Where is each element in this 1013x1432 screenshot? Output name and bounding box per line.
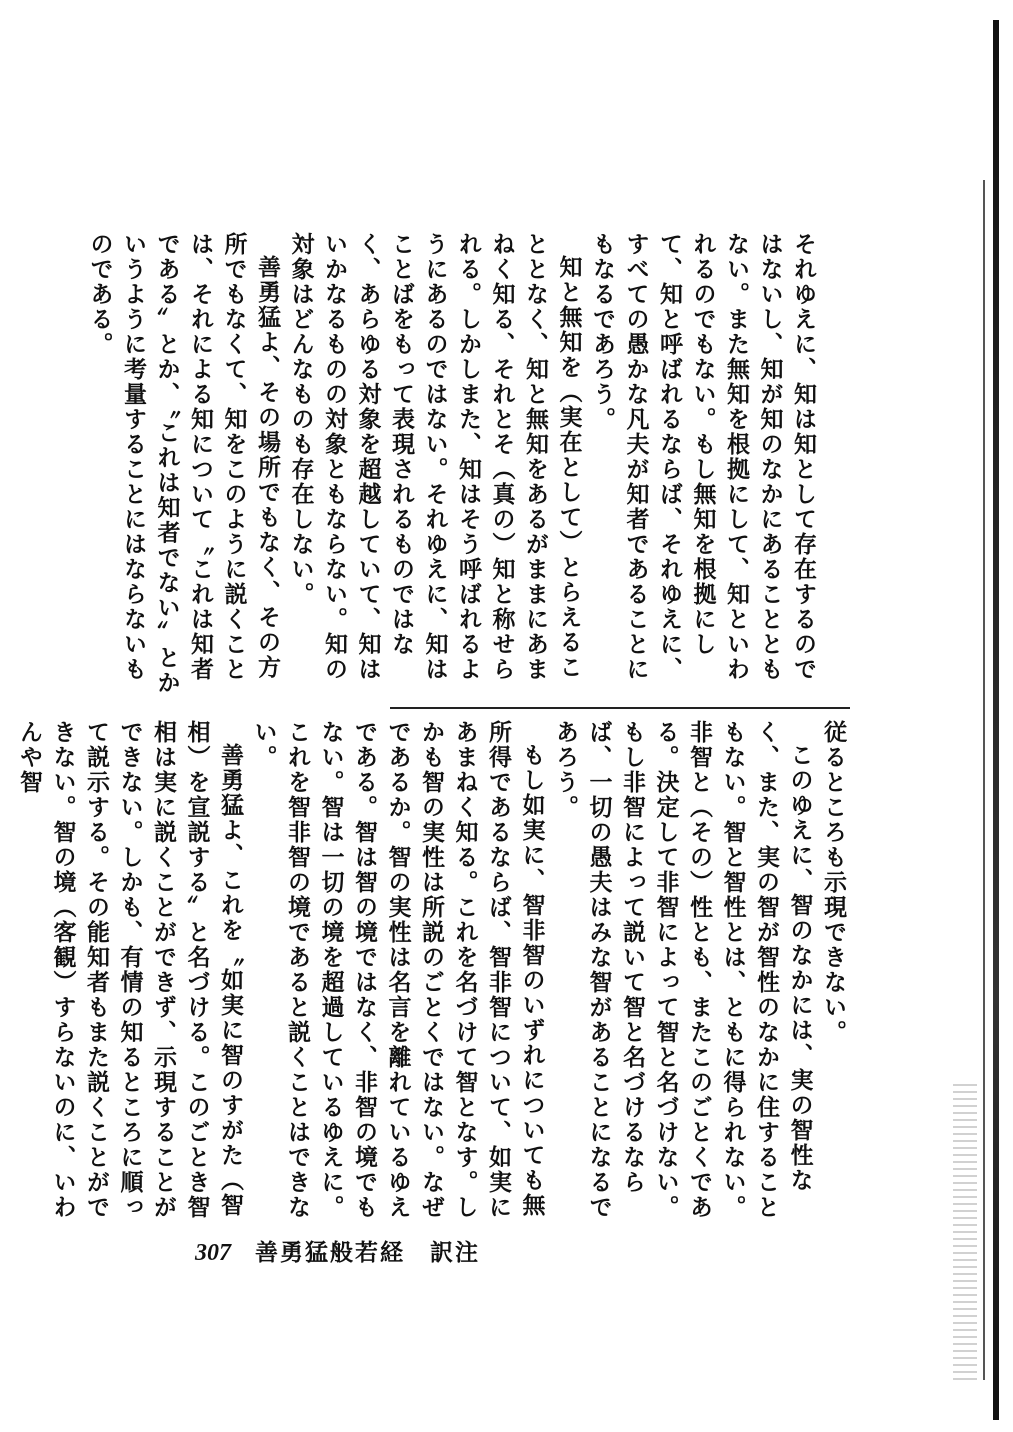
paragraph: 従るところも示現できない。 [820,720,847,1045]
section-divider [390,707,850,709]
scan-border-shadow [993,20,999,1420]
paragraph: 善勇猛よ、これを〝如実に智のすがた（智相）を宣説する〟と名づける。このごとき智相は実に説くことができず、示現することができない。しかも、有情の知るところに順って説示する。その能知者もまた説くことができない。智の境（客観）すらないのに、いわんや智 [16,720,244,1220]
page-footer [195,1234,480,1274]
scan-border-line [983,180,985,1380]
paragraph: もし如実に、智非智のいずれについても無所得であるならば、智非智について、如実にあまねく知る。これを名づけて智となす。しかも智の実性は所説のごとくではない。なぜであるか。智の実性は名言を離れているゆえである。智は智の境ではなく、非智の境でもない。智は一切の境を超過しているゆえに。これを智非智の境であると説くことはできない。 [250,720,546,1220]
paragraph: 知と無知を（実在として）とらえることとなく、知と無知をあるがままにあまねく知る、それとそ（真の）知と称せられる。しかしまた、知はそう呼ばれるようにあるのではない。それゆえに、知はことばをもって表現されるものではなく、あらゆる対象を超越していて、知はいかなるものの対象ともならない。知の対象はどんなものも存在しない。 [287,232,583,682]
paragraph: このゆえに、智のなかには、実の智性なく、また、実の智が智性のなかに住することもない。智と智性とは、ともに得られない。非智と（その）性とも、またこのごとくである。決定して非智によって智と名づけない。もし非智によって説いて智と名づけるならば、一切の愚夫はみな智があることになるであろう。 [552,720,814,1220]
scan-noise [953,1080,977,1380]
paragraph: 善勇猛よ、その場所でもなく、その方所でもなくて、知をこのように説くことは、それによる知について〝これは知者である〟とか、〝これは知者でない〟とかいうように考量することにはならないものである。 [86,232,281,696]
paragraph: それゆえに、知は知として存在するのではないし、知が知のなかにあることともない。また無知を根拠にして、知といわれるのでもない。もし無知を根拠にして、知と呼ばれるならば、それゆえに、すべての愚かな凡夫が知者であることにもなるであろう。 [589,232,817,682]
page-number: 307 [195,1240,231,1266]
lower-text-block [16,720,850,1240]
running-title: 善勇猛般若経 訳注 [255,1239,480,1266]
upper-text-block [86,232,820,702]
